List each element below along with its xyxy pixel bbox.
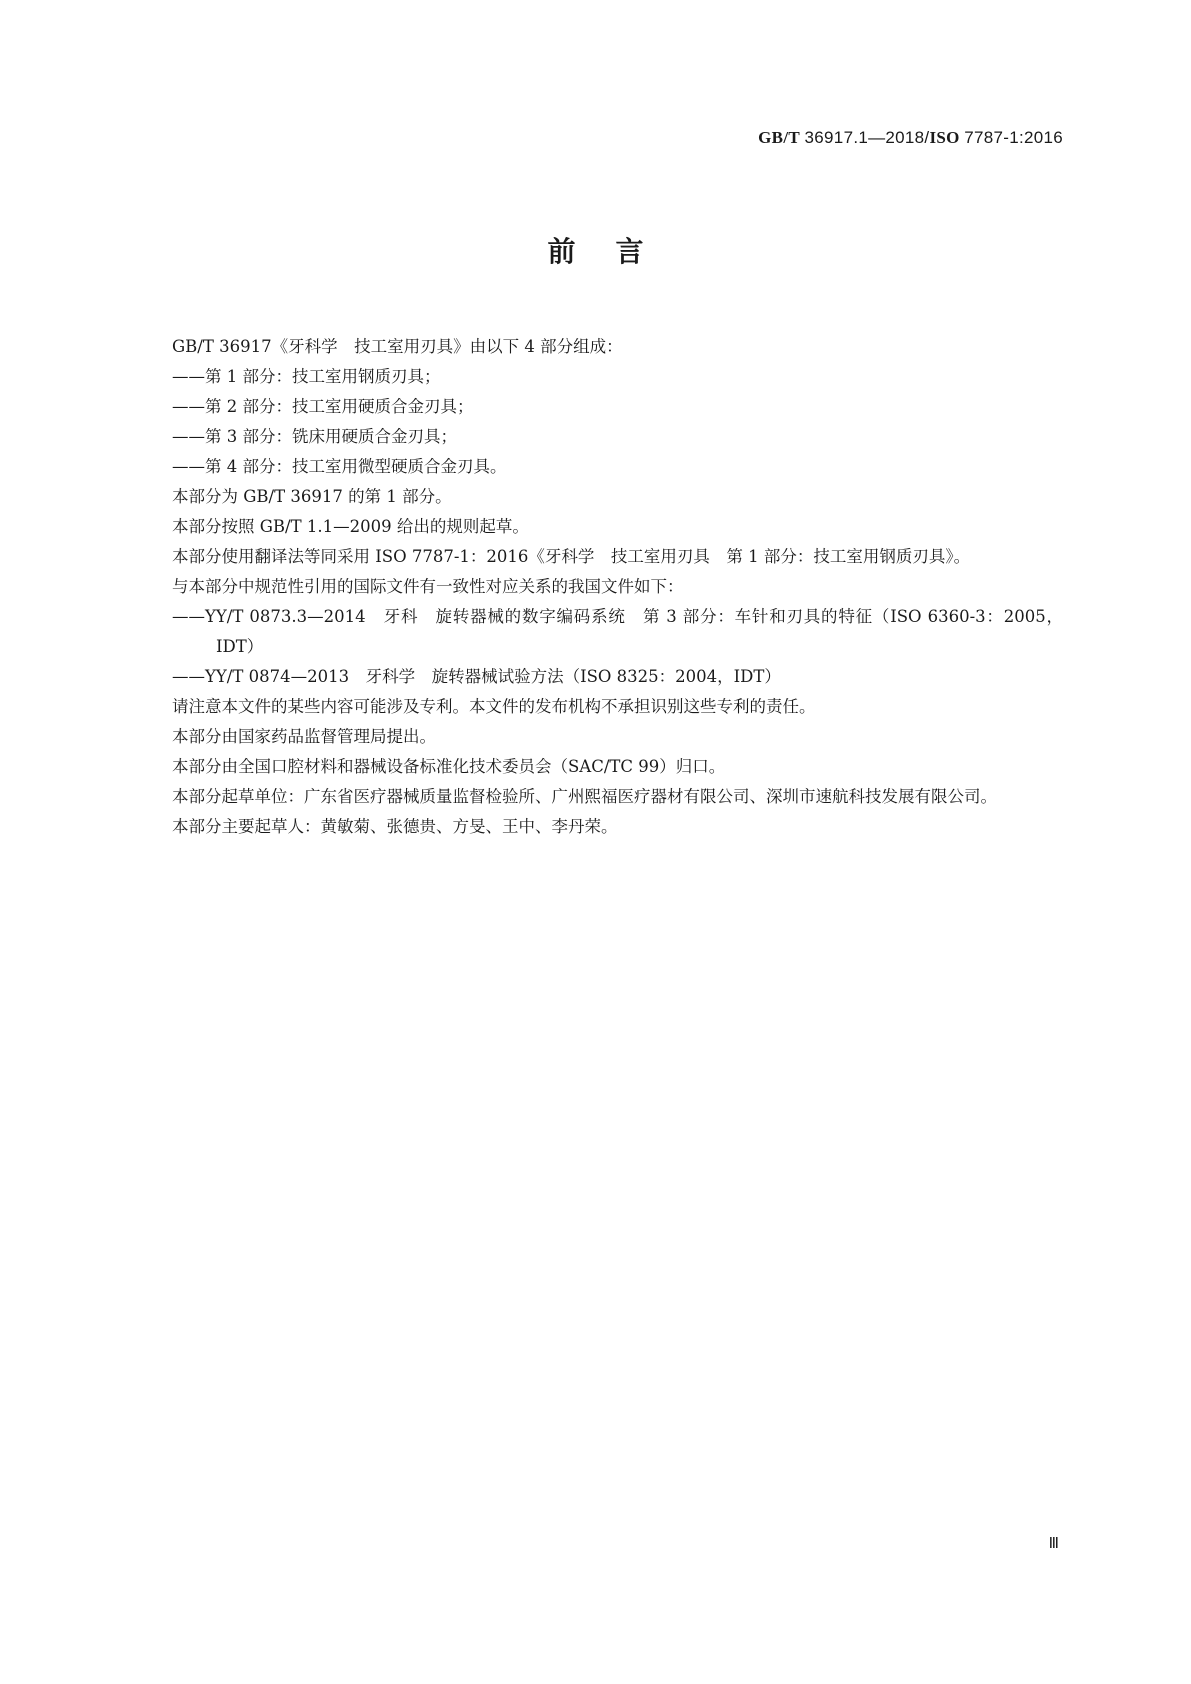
paragraph-patent-notice: 请注意本文件的某些内容可能涉及专利。本文件的发布机构不承担识别这些专利的责任。 — [172, 697, 816, 716]
paragraph-drafters: 本部分主要起草人：黄敏菊、张德贵、方旻、王中、李丹荣。 — [172, 817, 618, 836]
paragraph-drafting-units: 本部分起草单位：广东省医疗器械质量监督检验所、广州熙福医疗器材有限公司、深圳市速航科技发展有限公司。 — [172, 787, 997, 806]
foreword-body — [128, 332, 1063, 842]
list-item-part-1: ——第 1 部分：技工室用钢质刃具； — [172, 367, 441, 386]
paragraph-translation: 本部分使用翻译法等同采用 ISO 7787-1：2016《牙科学 技工室用刃具 第 1 部分：技工室用钢质刃具》。 — [172, 547, 971, 566]
page-title: 前言 — [547, 235, 684, 268]
list-item-yy-0873: ——YY/T 0873.3—2014 牙科 旋转器械的数字编码系统 第 3 部分：车针和刃具的特征（ISO 6360-3：2005，IDT） — [172, 607, 1063, 656]
paragraph-intro: GB/T 36917《牙科学 技工室用刃具》由以下 4 部分组成： — [172, 337, 623, 356]
std-suffix: 7787-1:2016 — [964, 128, 1063, 147]
paragraph-drafting-rules: 本部分按照 GB/T 1.1—2009 给出的规则起草。 — [172, 517, 529, 536]
paragraph-proposed-by: 本部分由国家药品监督管理局提出。 — [172, 727, 436, 746]
standard-number — [758, 128, 1063, 148]
std-mid: 36917.1—2018/ — [804, 128, 930, 147]
list-item-yy-0874: ——YY/T 0874—2013 牙科学 旋转器械试验方法（ISO 8325：2004，IDT） — [172, 667, 781, 686]
page-number: Ⅲ — [1048, 1536, 1059, 1552]
list-item-part-4: ——第 4 部分：技工室用微型硬质合金刃具。 — [172, 457, 507, 476]
std-iso: ISO — [929, 128, 960, 147]
paragraph-correspondence: 与本部分中规范性引用的国际文件有一致性对应关系的我国文件如下： — [172, 577, 684, 596]
paragraph-technical-committee: 本部分由全国口腔材料和器械设备标准化技术委员会（SAC/TC 99）归口。 — [172, 757, 726, 776]
std-prefix: GB/T — [758, 128, 800, 147]
list-item-part-3: ——第 3 部分：铣床用硬质合金刃具； — [172, 427, 457, 446]
list-item-part-2: ——第 2 部分：技工室用硬质合金刃具； — [172, 397, 474, 416]
paragraph-part-of: 本部分为 GB/T 36917 的第 1 部分。 — [172, 487, 452, 506]
